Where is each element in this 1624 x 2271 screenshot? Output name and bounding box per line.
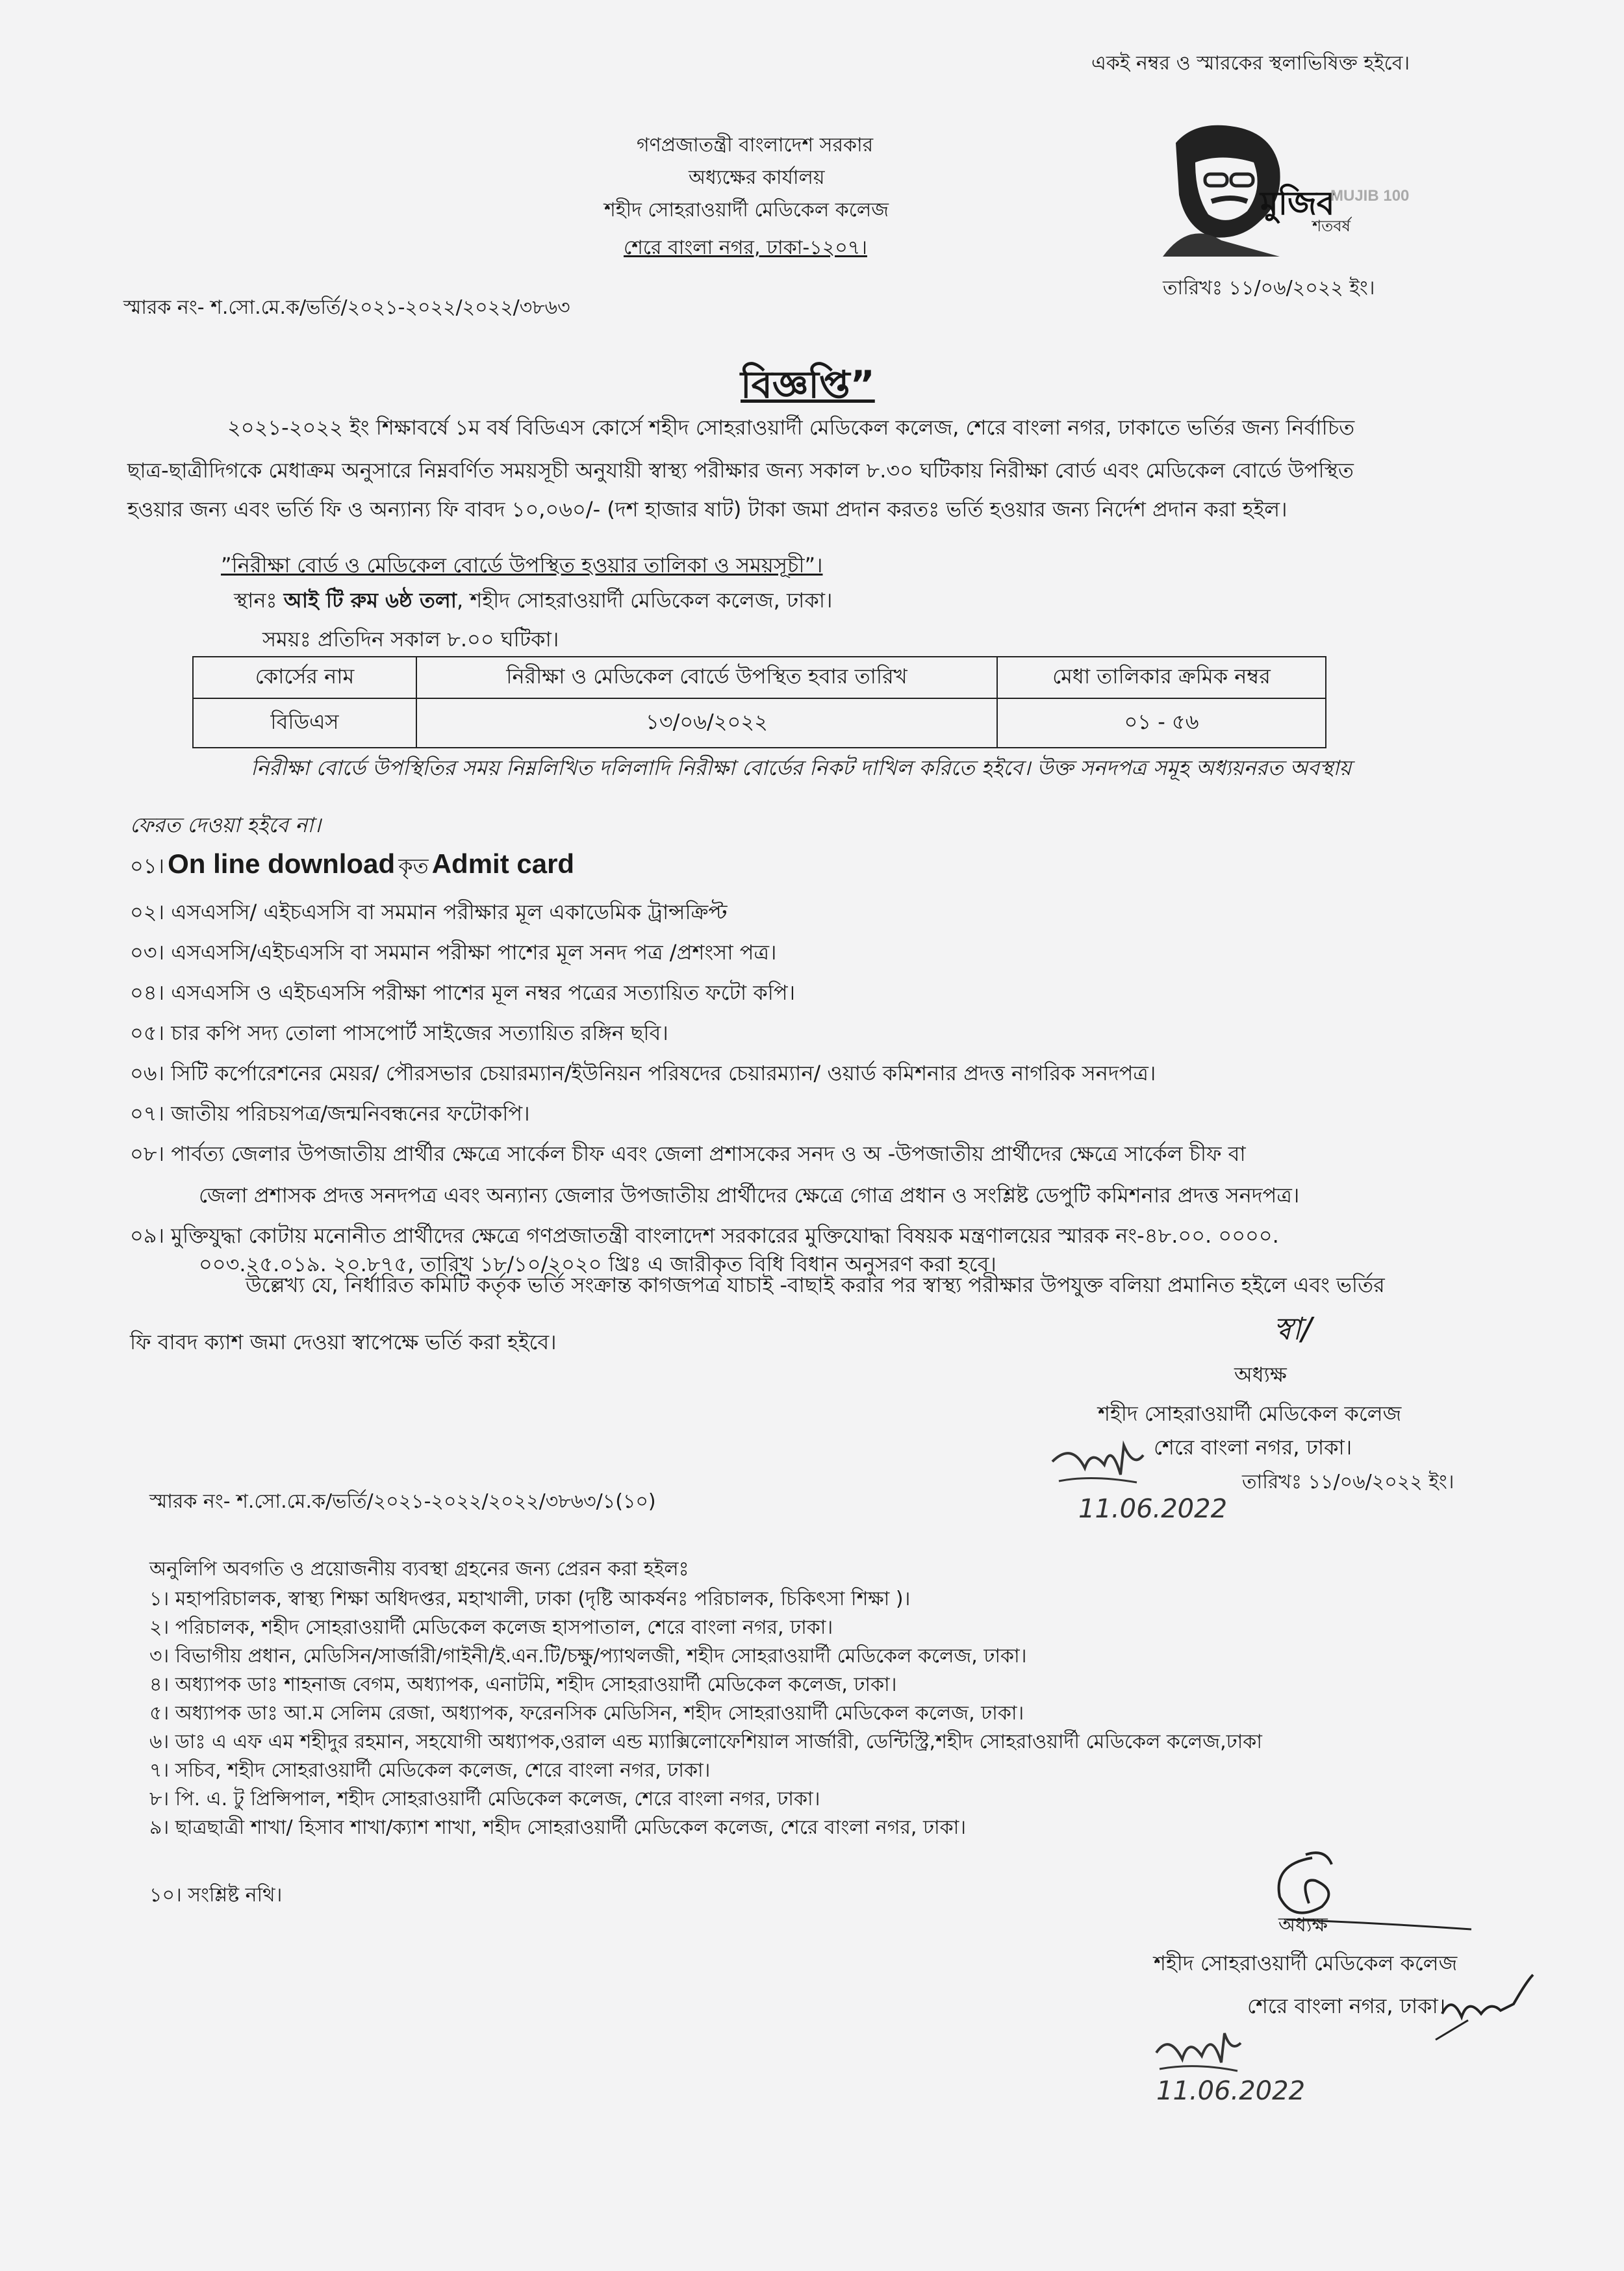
closing-line-2: ফি বাবদ ক্যাশ জমা দেওয়া স্বাপেক্ষে ভর্তি করা হইবে। <box>130 1330 557 1354</box>
schedule-heading: ”নিরীক্ষা বোর্ড ও মেডিকেল বোর্ডে উপস্থিত হওয়ার তালিকা ও সময়সূচী”। <box>221 553 823 577</box>
handwritten-date-1: 11.06.2022 <box>1078 1494 1228 1524</box>
doc-item-text: সিটি কর্পোরেশনের মেয়র/ পৌরসভার চেয়ারম্যান/ইউনিয়ন পরিষদের চেয়ারম্যান/ ওয়ার্ড কমিশনার প্রদত্ত নাগরিক সনদপত্র। <box>171 1061 1156 1085</box>
top-note: একই নম্বর ও স্মারকের স্থলাভিষিক্ত হইবে। <box>1091 52 1410 75</box>
copy-item-4: ৪। অধ্যাপক ডাঃ শাহনাজ বেগম, অধ্যাপক, এনাটমি, শহীদ সোহরাওয়ার্দী মেডিকেল কলেজ, ঢাকা। <box>149 1673 897 1696</box>
signature1-place: শেরে বাংলা নগর, ঢাকা। <box>1154 1435 1352 1460</box>
copy-item-5: ৫। অধ্যাপক ডাঃ আ.ম সেলিম রেজা, অধ্যাপক, ফরেনসিক মেডিসিন, শহীদ সোহরাওয়ার্দী মেডিকেল কলেজ, ঢাকা। <box>149 1702 1024 1725</box>
mujib-100-logo <box>1150 117 1410 260</box>
venue-place: আই টি রুম ৬ষ্ঠ তলা <box>283 588 457 613</box>
copy-item-2: ২। পরিচালক, শহীদ সোহরাওয়ার্দী মেডিকেল কলেজ হাসপাতাল, শেরে বাংলা নগর, ঢাকা। <box>149 1616 833 1639</box>
venue-line <box>234 586 832 615</box>
docs-note-line-1: নিরীক্ষা বোর্ডে উপস্থিতির সময় নিম্নলিখিত দলিলাদি নিরীক্ষা বোর্ডের নিকট দাখিল করিতে হইবে। উক্ত সনদপত্র সমূহ অধ্যয়নরত অবস্থায় <box>251 755 1352 780</box>
logo-text-sub: শতবর্ষ <box>1312 217 1351 235</box>
signature2-title: অধ্যক্ষ <box>1278 1914 1328 1936</box>
doc-item-num: ০৯। <box>130 1223 165 1248</box>
copy-item-9: ৯। ছাত্রছাত্রী শাখা/ হিসাব শাখা/ক্যাশ শাখা, শহীদ সোহরাওয়ার্দী মেডিকেল কলেজ, শেরে বাংলা নগর, ঢাকা। <box>149 1816 967 1839</box>
doc-item-num: ০৩। <box>130 940 165 965</box>
doc-item-latin-2: Admit card <box>431 848 575 879</box>
memo2-date: তারিখঃ ১১/০৬/২০২২ ইং। <box>1242 1471 1454 1493</box>
venue-rest: , শহীদ সোহরাওয়ার্দী মেডিকেল কলেজ, ঢাকা। <box>457 588 833 613</box>
closing-line-1: উল্লেখ্য যে, নির্ধারিত কমিটি কর্তৃক ভর্তি সংক্রান্ত কাগজপত্র যাচাই -বাছাই করার পর স্বাস্থ্য পরীক্ষার উপযুক্ত বলিয়া প্রমানিত হইলে এবং ভর্তির <box>246 1273 1385 1297</box>
doc-item-num: ০৬। <box>130 1061 165 1085</box>
table-cell-date: ১৩/০৬/২০২২ <box>416 698 997 748</box>
page-title: বিজ্ঞপ্তি” <box>741 362 875 407</box>
docs-note-line-2: ফেরত দেওয়া হইবে না। <box>130 813 321 837</box>
doc-item-text: এসএসসি ও এইচএসসি পরীক্ষা পাশের মূল নম্বর পত্রের সত্যায়িত ফটো কপি। <box>171 980 796 1005</box>
table-header-date: নিরীক্ষা ও মেডিকেল বোর্ডে উপস্থিত হবার তারিখ <box>416 657 997 698</box>
header-line2: অধ্যক্ষের কার্যালয় <box>689 166 825 189</box>
handwritten-signature-4 <box>1150 2027 1247 2079</box>
table-header-merit: মেধা তালিকার ক্রমিক নম্বর <box>997 657 1326 698</box>
signature1-org: শহীদ সোহরাওয়ার্দী মেডিকেল কলেজ <box>1098 1401 1402 1426</box>
doc-item-mid: কৃত <box>398 854 429 878</box>
intro-line-3: হওয়ার জন্য এবং ভর্তি ফি ও অন্যান্য ফি বাবদ ১০,০৬০/- (দশ হাজার ষাট) টাকা জমা প্রদান করতঃ ভর্তি হওয়ার জন্য নির্দেশ প্রদান করা হইল। <box>127 497 1288 522</box>
doc-item-text: চার কপি সদ্য তোলা পাসপোর্ট সাইজের সত্যায়িত রঙ্গিন ছবি। <box>171 1021 668 1045</box>
doc-item-num: ০৭। <box>130 1101 165 1126</box>
memo-label: স্মারক নং- শ.সো.মে.ক/ভর্তি/২০২১-২০২২/২০২২/৩৮৬৩ <box>123 296 570 319</box>
copy-heading: অনুলিপি অবগতি ও প্রয়োজনীয় ব্যবস্থা গ্রহনের জন্য প্রেরন করা হইলঃ <box>149 1558 689 1580</box>
doc-item-8-cont: জেলা প্রশাসক প্রদত্ত সনদপত্র এবং অন্যান্য জেলার উপজাতীয় প্রার্থীদের ক্ষেত্রে গোত্র প্রধান ও সংশ্লিষ্ট ডেপুটি কমিশনার প্রদত্ত সনদপত্র। <box>199 1183 1300 1208</box>
doc-item-text: পার্বত্য জেলার উপজাতীয় প্রার্থীর ক্ষেত্রে সার্কেল চীফ এবং জেলা প্রশাসকের সনদ ও অ -উপজাতীয় প্রার্থীদের ক্ষেত্রে সার্কেল চীফ বা <box>171 1141 1246 1166</box>
memo-date: তারিখঃ ১১/০৬/২০২২ ইং। <box>1163 277 1375 299</box>
doc-item-6 <box>130 1059 1156 1087</box>
venue-label: স্থানঃ <box>234 588 277 613</box>
intro-line-1: ২০২১-২০২২ ইং শিক্ষাবর্ষে ১ম বর্ষ বিডিএস কোর্সে শহীদ সোহরাওয়ার্দী মেডিকেল কলেজ, শেরে বাংলা নগর, ঢাকাতে ভর্তির জন্য নির্বাচিত <box>227 415 1355 440</box>
handwritten-signature-1 <box>1046 1436 1156 1494</box>
logo-text-main: মুজিব <box>1260 184 1335 222</box>
signature1-title: অধ্যক্ষ <box>1234 1362 1287 1387</box>
copy-item-8: ৮। পি. এ. টু প্রিন্সিপাল, শহীদ সোহরাওয়ার্দী মেডিকেল কলেজ, শেরে বাংলা নগর, ঢাকা। <box>149 1788 820 1810</box>
time-line: সময়ঃ প্রতিদিন সকাল ৮.০০ ঘটিকা। <box>262 627 559 652</box>
doc-item-9-cont: ০০৩.২৫.০১৯. ২০.৮৭৫, তারিখ ১৮/১০/২০২০ খ্রিঃ এ জারীকৃত বিধি বিধান অনুসরণ করা হবে। <box>199 1252 996 1276</box>
intro-line-2: ছাত্র-ছাত্রীদিগকে মেধাক্রম অনুসারে নিম্নবর্ণিত সময়সূচী অনুযায়ী স্বাস্থ্য পরীক্ষার জন্য সকাল ৮.৩০ ঘটিকায় নিরীক্ষা বোর্ড এবং মেডিকেল বোর্ডে উপস্থিত <box>127 458 1354 483</box>
copy-item-1: ১। মহাপরিচালক, স্বাস্থ্য শিক্ষা অধিদপ্তর, মহাখালী, ঢাকা (দৃষ্টি আকর্ষনঃ পরিচালক, চিকিৎসা শিক্ষা )। <box>149 1588 911 1610</box>
doc-item-num: ০২। <box>130 900 165 924</box>
signature2-org: শহীদ সোহরাওয়ার্দী মেডিকেল কলেজ <box>1154 1951 1458 1975</box>
logo-text-latin: MUJIB 100 <box>1330 187 1410 205</box>
schedule-table <box>192 656 1326 748</box>
copy-item-6: ৬। ডাঃ এ এফ এম শহীদুর রহমান, সহযোগী অধ্যাপক,ওরাল এন্ড ম্যাক্সিলোফেশিয়াল সার্জারী, ডেন্টিস্ট্রি,শহীদ সোহরাওয়ার্দী মেডিকেল কলেজ,ঢাকা <box>149 1731 1262 1753</box>
table-header-course: কোর্সের নাম <box>193 657 416 698</box>
doc-item-num: ০১। <box>130 854 165 878</box>
handwritten-date-2: 11.06.2022 <box>1156 2076 1306 2106</box>
doc-item-text: জাতীয় পরিচয়পত্র/জন্মনিবন্ধনের ফটোকপি। <box>171 1101 530 1126</box>
doc-item-text: এসএসসি/ এইচএসসি বা সমমান পরীক্ষার মূল একাডেমিক ট্রান্সক্রিপ্ট <box>171 900 728 924</box>
header-line3: শহীদ সোহরাওয়ার্দী মেডিকেল কলেজ <box>604 199 889 222</box>
doc-item-9 <box>130 1221 1279 1250</box>
doc-item-num: ০৮। <box>130 1141 165 1166</box>
doc-item-7 <box>130 1099 530 1128</box>
doc-item-num: ০৫। <box>130 1021 165 1045</box>
copy-item-3: ৩। বিভাগীয় প্রধান, মেডিসিন/সার্জারী/গাইনী/ই.এন.টি/চক্ষু/প্যাথলজী, শহীদ সোহরাওয়ার্দী মেডিকেল কলেজ, ঢাকা। <box>149 1645 1027 1668</box>
doc-item-5 <box>130 1019 668 1047</box>
doc-item-2 <box>130 898 728 926</box>
doc-item-text: এসএসসি/এইচএসসি বা সমমান পরীক্ষা পাশের মূল সনদ পত্র /প্রশংসা পত্র। <box>171 940 777 965</box>
signature2-place: শেরে বাংলা নগর, ঢাকা। <box>1247 1994 1446 2018</box>
header-line1: গণপ্রজাতন্ত্রী বাংলাদেশ সরকার <box>637 134 874 157</box>
table-header-row <box>193 657 1326 698</box>
header-line4: শেরে বাংলা নগর, ঢাকা-১২০৭। <box>624 236 867 259</box>
table-row <box>193 698 1326 748</box>
doc-item-4 <box>130 978 795 1007</box>
memo2-label: স্মারক নং- শ.সো.মে.ক/ভর্তি/২০২১-২০২২/২০২২/৩৮৬৩/১(১০) <box>149 1490 656 1513</box>
doc-item-num: ০৪। <box>130 980 165 1005</box>
doc-item-text: মুক্তিযুদ্ধা কোটায় মনোনীত প্রার্থীদের ক্ষেত্রে গণপ্রজাতন্ত্রী বাংলাদেশ সরকারের মুক্তিযোদ্ধা বিষয়ক মন্ত্রণালয়ের স্মারক নং-৪৮.০০. ০০০০. <box>171 1223 1279 1248</box>
copy-item-10: ১০। সংশ্লিষ্ট নথি। <box>149 1884 283 1907</box>
handwritten-signature-3 <box>1429 1968 1546 2046</box>
doc-item-1 <box>130 848 574 880</box>
doc-item-8 <box>130 1139 1246 1168</box>
doc-item-latin-1: On line download <box>168 848 396 879</box>
table-cell-course: বিডিএস <box>193 698 416 748</box>
doc-item-3 <box>130 938 776 967</box>
copy-item-7: ৭। সচিব, শহীদ সোহরাওয়ার্দী মেডিকেল কলেজ, শেরে বাংলা নগর, ঢাকা। <box>149 1759 711 1782</box>
signature-scrawl: স্বা/ <box>1273 1311 1312 1347</box>
table-cell-merit: ০১ - ৫৬ <box>997 698 1326 748</box>
